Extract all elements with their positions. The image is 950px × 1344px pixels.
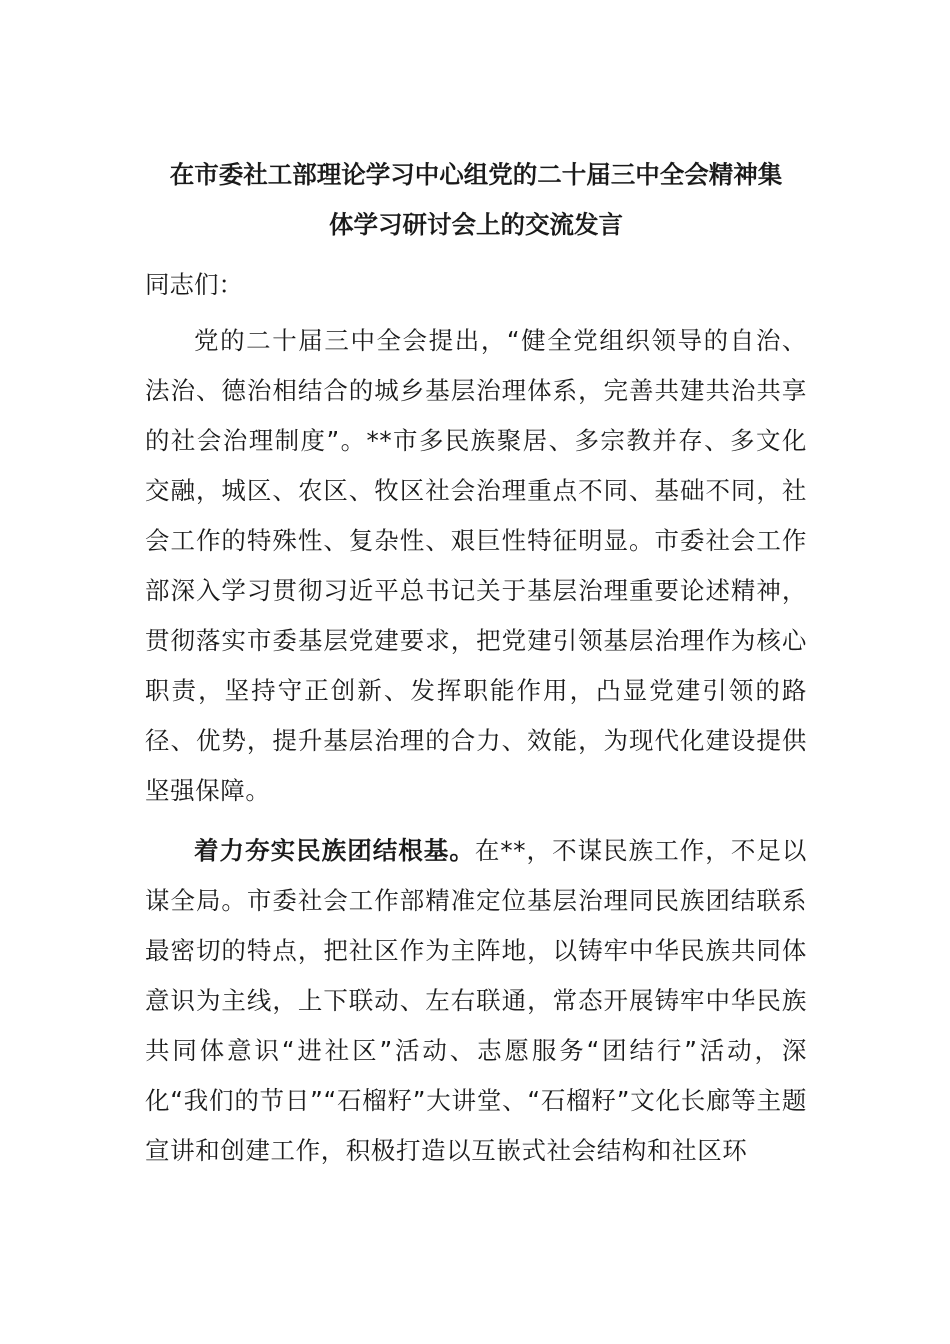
document-page xyxy=(145,150,807,1186)
greeting: 同志们： xyxy=(145,270,243,299)
paragraph-lead-heading: 着力夯实民族团结根基。 xyxy=(194,836,475,865)
paragraph-body: 在**，不谋民族工作，不足以谋全局。市委社会工作部精准定位基层治理同民族团结联系最密切的特点，把社区作为主阵地，以铸牢中华民族共同体意识为主线，上下联动、左右联通，常态开展铸牢中华民族共同体意识“进社区”活动、志愿服务“团结行”活动，深化“我们的节日”“石榴籽”大讲堂、“石榴籽”文化长廊等主题宣讲和创建工作，积极打造以互嵌式社会结构和社区环 xyxy=(145,836,807,1165)
paragraph-intro: 党的二十届三中全会提出，“健全党组织领导的自治、法治、德治相结合的城乡基层治理体系，完善共建共治共享的社会治理制度”。**市多民族聚居、多宗教并存、多文化交融，城区、农区、牧区社会治理重点不同、基础不同，社会工作的特殊性、复杂性、艰巨性特征明显。市委社会工作部深入学习贯彻习近平总书记关于基层治理重要论述精神，贯彻落实市委基层党建要求，把党建引领基层治理作为核心职责，坚持守正创新、发挥职能作用，凸显党建引领的路径、优势，提升基层治理的合力、效能，为现代化建设提供坚强保障。 xyxy=(145,326,807,805)
document-title xyxy=(145,150,807,250)
title-line-1: 在市委社工部理论学习中心组党的二十届三中全会精神集 xyxy=(169,160,783,189)
paragraph-ethnic-unity xyxy=(145,826,807,1176)
title-line-2: 体学习研讨会上的交流发言 xyxy=(329,210,623,239)
